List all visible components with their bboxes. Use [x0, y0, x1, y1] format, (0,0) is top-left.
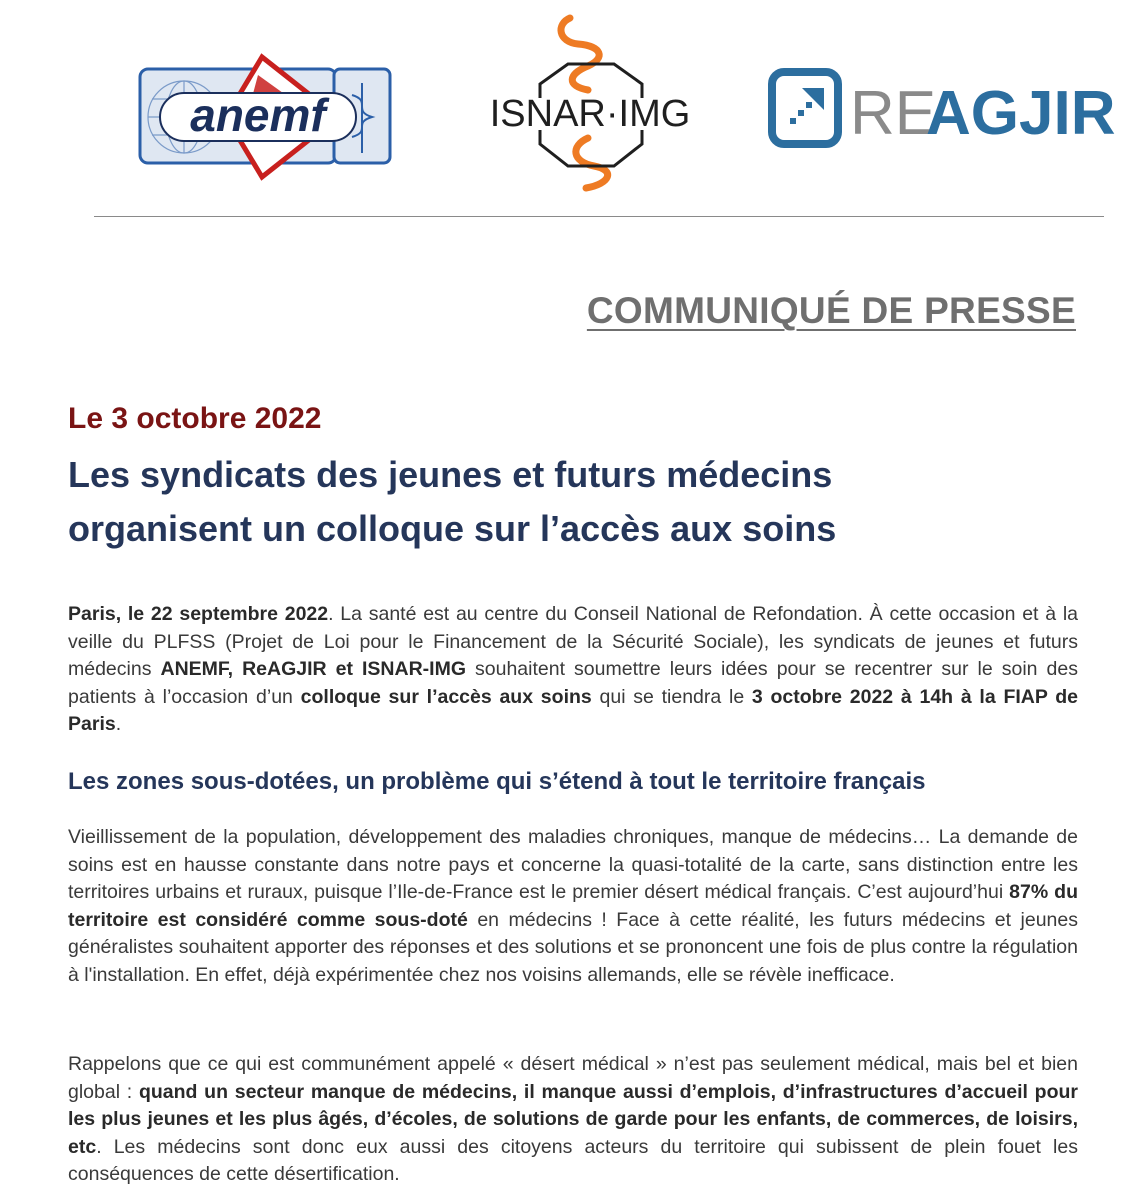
isnar-img-logo-text: ISNAR·IMG	[489, 93, 691, 135]
section-paragraph-2-text-2: . Les médecins sont donc eux aussi des citoyens acteurs du territoire qui subissent de plein fouet les conséquences de cette désertification.	[68, 1135, 1078, 1185]
section-paragraph-2-bold: quand un secteur manque de médecins, il manque aussi d’emplois, d’infrastructures d’accueil pour les plus jeunes et les plus âgés, d’écoles, de solutions de garde pour les enfants, de commerces, de loisirs, etc	[68, 1080, 1078, 1158]
press-release-title: COMMUNIQUÉ DE PRESSE	[586, 290, 1076, 331]
reagjir-logo-text-re: RE	[850, 79, 937, 148]
section-paragraph-2-text-1: Rappelons que ce qui est communément appelé « désert médical » n’est pas seulement médical, mais bel et bien global :	[68, 1053, 1078, 1103]
header-divider	[94, 216, 1104, 217]
isnar-img-logo-graphic	[478, 6, 706, 196]
event-date: Le 3 octobre 2022	[68, 402, 322, 435]
section-heading: Les zones sous-dotées, un problème qui s’étend à tout le territoire français	[68, 768, 926, 795]
headline-line-2: organisent un colloque sur l’accès aux soins	[68, 508, 837, 549]
anemf-logo-graphic	[138, 55, 392, 180]
anemf-logo-text: anemf	[190, 89, 326, 141]
section-paragraph-1-text-2: en médecins ! Face à cette réalité, les futurs médecins et jeunes généralistes souhaitent apporter des réponses et des solutions et se prononcent une fois de plus contre la régulation à l'installation. En effet, déjà expérimentée chez nos voisins allemands, elle se révèle inefficace.	[68, 908, 1078, 986]
reagjir-logo	[768, 68, 1116, 150]
reagjir-logo-text-agjir: AGJIR	[926, 79, 1116, 148]
section-paragraph-1	[68, 824, 1078, 989]
section-paragraph-1-bold: 87% du territoire est considéré comme sous-doté	[68, 881, 1078, 931]
section-paragraph-2	[68, 1051, 1078, 1189]
intro-text-2: souhaitent soumettre leurs idées pour se recentrer sur le soin des patients à l’occasion d’un	[68, 658, 1078, 708]
anemf-logo	[138, 55, 392, 180]
reagjir-logo-graphic	[768, 68, 1116, 150]
intro-bold-place-date: Paris, le 22 septembre 2022	[68, 603, 329, 625]
intro-text-4: .	[115, 713, 122, 735]
isnar-img-logo	[478, 6, 706, 196]
intro-bold-when-where: 3 octobre 2022 à 14h à la FIAP de Paris	[68, 685, 1079, 735]
section-paragraph-1-text-1: Vieillissement de la population, développement des maladies chroniques, manque de médecins… La demande de soins est en hausse constante dans notre pays et concerne la quasi-totalité de la carte, sans distinction entre les territoires urbains et ruraux, puisque l’Ile-de-France est le premier désert médical français. C’est aujourd’hui	[68, 826, 1078, 903]
intro-bold-colloquium: colloque sur l’accès aux soins	[300, 685, 592, 708]
intro-bold-unions: ANEMF, ReAGJIR et ISNAR-IMG	[160, 658, 466, 680]
intro-text-1: . La santé est au centre du Conseil National de Refondation. À cette occasion et à la veille du PLFSS (Projet de Loi pour le Financement de la Sécurité Sociale), les syndicats de jeunes et futurs médecins	[68, 603, 1078, 680]
headline	[68, 448, 1118, 556]
intro-text-3: qui se tiendra le	[591, 685, 752, 708]
headline-line-1: Les syndicats des jeunes et futurs médecins	[68, 454, 833, 495]
intro-paragraph	[68, 601, 1078, 739]
